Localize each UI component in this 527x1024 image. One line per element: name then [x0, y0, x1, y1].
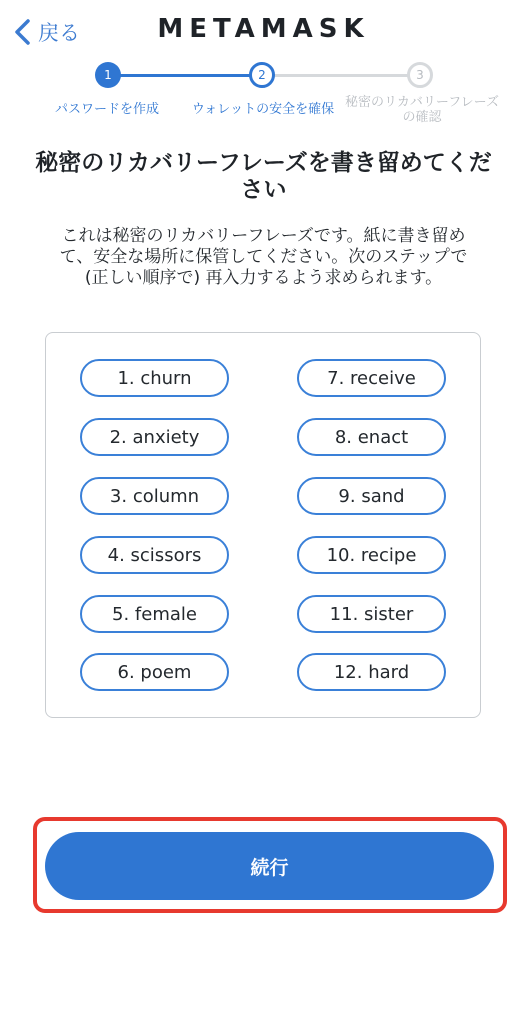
- phrase-word-2: 2. anxiety: [80, 418, 229, 456]
- step-label-1: パスワードを作成: [54, 102, 159, 117]
- page-title: 秘密のリカバリーフレーズを書き留めてください: [35, 150, 492, 203]
- header: [0, 0, 527, 64]
- stepper-line-completed: [108, 74, 262, 77]
- step-indicator-2: 2: [249, 62, 275, 88]
- phrase-word-7: 7. receive: [297, 359, 446, 397]
- step-label-2: ウォレットの安全を確保: [191, 102, 335, 117]
- step-label-3: 秘密のリカバリーフレーズの確認: [344, 95, 500, 125]
- page-description: これは秘密のリカバリーフレーズです。紙に書き留めて、安全な場所に保管してください。次のステップで (正しい順序で) 再入力するよう求められます。: [59, 226, 468, 288]
- phrase-word-10: 10. recipe: [297, 536, 446, 574]
- continue-button[interactable]: 続行: [45, 832, 494, 900]
- phrase-word-1: 1. churn: [80, 359, 229, 397]
- phrase-word-5: 5. female: [80, 595, 229, 633]
- phrase-word-11: 11. sister: [297, 595, 446, 633]
- phrase-word-3: 3. column: [80, 477, 229, 515]
- back-label: 戻る: [38, 21, 80, 45]
- step-indicator-1: 1: [95, 62, 121, 88]
- phrase-word-12: 12. hard: [297, 653, 446, 691]
- stepper-line-pending: [262, 74, 420, 77]
- app-logo: METAMASK: [157, 14, 370, 44]
- phrase-word-8: 8. enact: [297, 418, 446, 456]
- phrase-word-9: 9. sand: [297, 477, 446, 515]
- phrase-word-6: 6. poem: [80, 653, 229, 691]
- recovery-phrase-card: [45, 332, 481, 718]
- phrase-word-4: 4. scissors: [80, 536, 229, 574]
- step-indicator-3: 3: [407, 62, 433, 88]
- progress-stepper: [0, 60, 527, 130]
